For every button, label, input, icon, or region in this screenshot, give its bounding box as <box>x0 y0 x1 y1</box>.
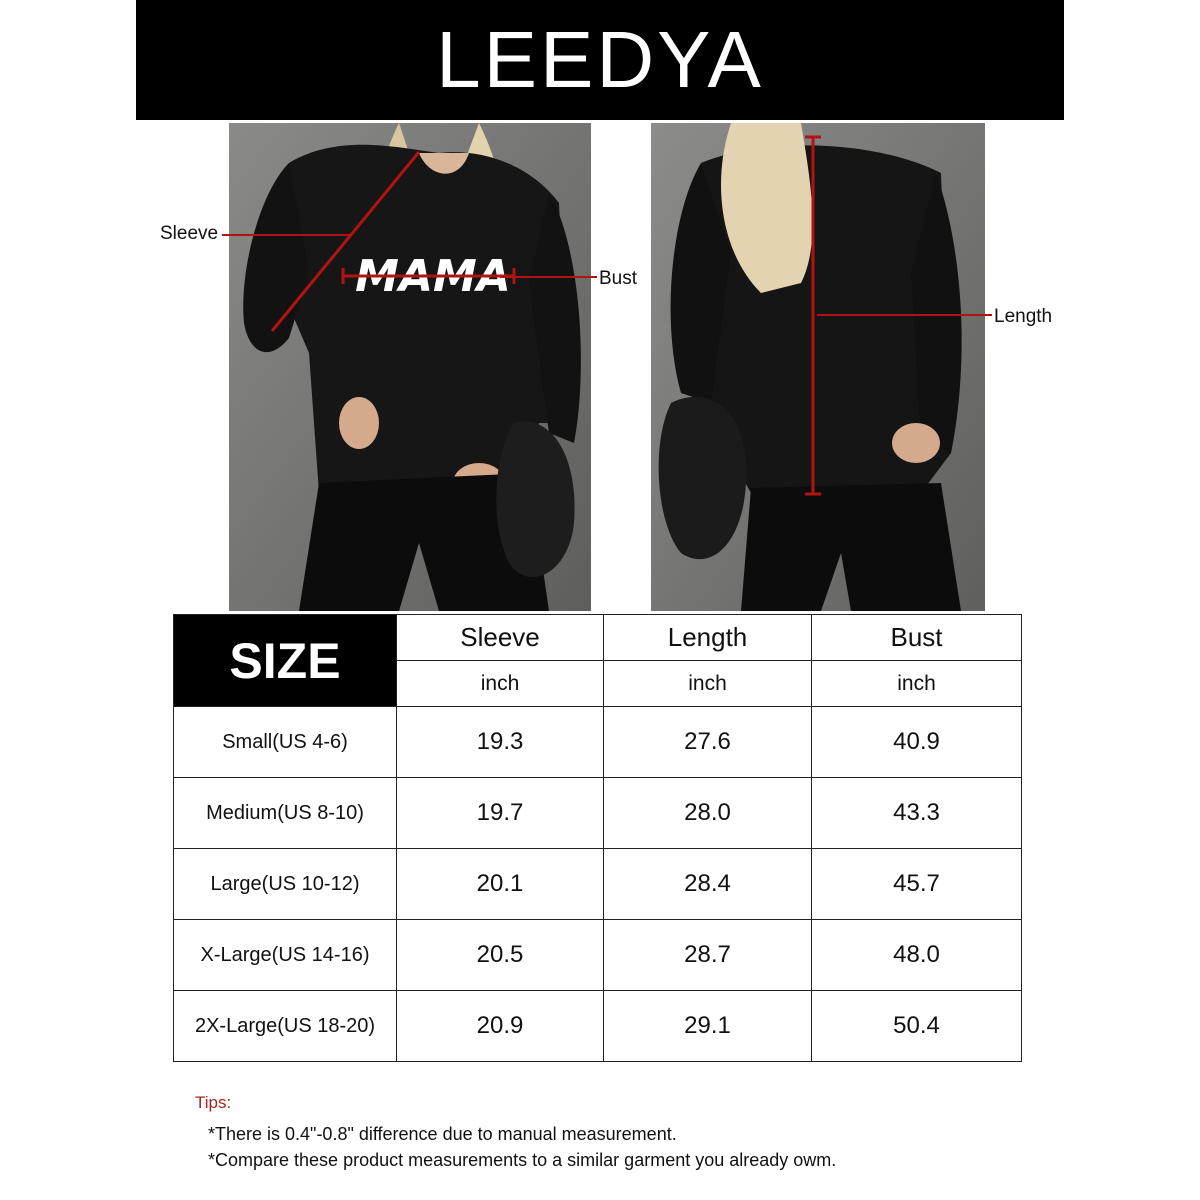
column-header-bust: Bust <box>812 615 1022 661</box>
size-chart-table <box>173 614 1022 1062</box>
size-name: Small(US 4-6) <box>174 707 397 778</box>
unit-length: inch <box>604 661 812 707</box>
size-name: X-Large(US 14-16) <box>174 920 397 991</box>
table-row <box>174 849 1022 920</box>
sleeve-value: 20.5 <box>397 920 604 991</box>
tip-line: *There is 0.4"-0.8" difference due to manual measurement. <box>208 1124 677 1144</box>
bust-label: Bust <box>599 268 638 289</box>
sleeve-value: 20.1 <box>397 849 604 920</box>
column-header-length: Length <box>604 615 812 661</box>
table-row <box>174 778 1022 849</box>
length-value: 28.0 <box>604 778 812 849</box>
length-value: 29.1 <box>604 991 812 1062</box>
bust-value: 50.4 <box>812 991 1022 1062</box>
bust-value: 43.3 <box>812 778 1022 849</box>
unit-bust: inch <box>812 661 1022 707</box>
tip-line: *Compare these product measurements to a similar garment you already owm. <box>208 1150 837 1170</box>
unit-sleeve: inch <box>397 661 604 707</box>
sleeve-value: 20.9 <box>397 991 604 1062</box>
length-label: Length <box>994 306 1053 327</box>
bust-value: 45.7 <box>812 849 1022 920</box>
size-name: 2X-Large(US 18-20) <box>174 991 397 1062</box>
length-value: 28.4 <box>604 849 812 920</box>
length-value: 28.7 <box>604 920 812 991</box>
bust-value: 40.9 <box>812 707 1022 778</box>
sleeve-value: 19.7 <box>397 778 604 849</box>
tips-title: Tips: <box>195 1093 232 1112</box>
size-header: SIZE <box>174 615 397 707</box>
table-row <box>174 707 1022 778</box>
brand-title: LEEDYA <box>436 15 764 104</box>
sleeve-value: 19.3 <box>397 707 604 778</box>
size-name: Large(US 10-12) <box>174 849 397 920</box>
column-header-sleeve: Sleeve <box>397 615 604 661</box>
table-row <box>174 991 1022 1062</box>
bust-value: 48.0 <box>812 920 1022 991</box>
size-name: Medium(US 8-10) <box>174 778 397 849</box>
length-value: 27.6 <box>604 707 812 778</box>
shirt-print-text: MAMA <box>355 251 511 302</box>
sleeve-label: Sleeve <box>160 223 219 244</box>
table-row <box>174 920 1022 991</box>
